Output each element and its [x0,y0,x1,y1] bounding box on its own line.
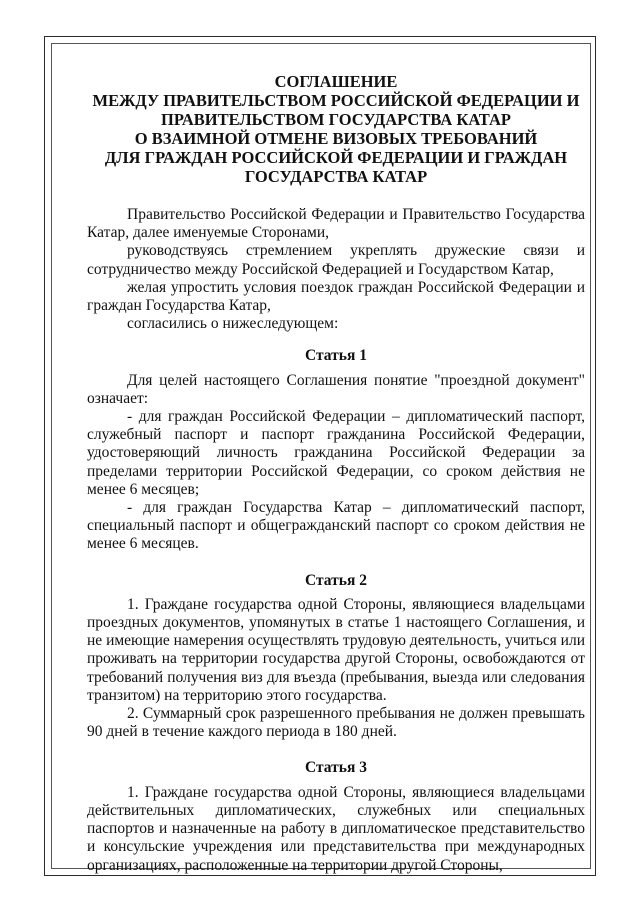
document-body [87,72,585,875]
article-3-paragraph: 1. Граждане государства одной Стороны, являющиеся владельцами действительных дипломатических, служебных или специальных паспортов и назначенные на работу в дипломатическое представительство и консульские учреждения или представительства при международных организациях, расположенные на территории другой Стороны, [87,783,585,874]
preamble-paragraph: Правительство Российской Федерации и Правительство Государства Катар, далее именуемые Сторонами, [87,206,585,242]
preamble [87,206,585,333]
title-line: ПРАВИТЕЛЬСТВОМ ГОСУДАРСТВА КАТАР [161,110,511,129]
title-line: ДЛЯ ГРАЖДАН РОССИЙСКОЙ ФЕДЕРАЦИИ И ГРАЖДАН [104,148,568,167]
title-line: МЕЖДУ ПРАВИТЕЛЬСТВОМ РОССИЙСКОЙ ФЕДЕРАЦИИ И [92,91,580,110]
title-line: ГОСУДАРСТВА КАТАР [244,167,428,186]
preamble-paragraph: руководствуясь стремлением укреплять дружеские связи и сотрудничество между Российской Федерацией и Государством Катар, [87,242,585,278]
article-2-heading: Статья 2 [305,571,367,589]
article-2-paragraph: 2. Суммарный срок разрешенного пребывания не должен превышать 90 дней в течение каждого периода в 180 дней. [87,705,585,741]
document-title [87,72,585,186]
article-1-heading: Статья 1 [305,347,367,365]
article-2-paragraph: 1. Граждане государства одной Стороны, являющиеся владельцами проездных документов, упомянутых в статье 1 настоящего Соглашения, и не имеющие намерения осуществлять трудовую деятельность, учиться или проживать на территории государства другой Стороны, освобождаются от требований получения виз для въезда (пребывания, выезда или следования транзитом) на территорию этого государства. [87,595,585,704]
article-1-paragraph: - для граждан Государства Катар – дипломатический паспорт, специальный паспорт и общегражданский паспорт со сроком действия не менее 6 месяцев. [87,499,585,553]
preamble-paragraph: желая упростить условия поездок граждан Российской Федерации и граждан Государства Катар, [87,278,585,315]
article-3-heading: Статья 3 [305,759,367,777]
title-line: СОГЛАШЕНИЕ [274,72,398,91]
article-1-paragraph: - для граждан Российской Федерации – дипломатический паспорт, служебный паспорт и паспорт гражданина Российской Федерации, удостоверяющий личность гражданина Российской Федерации за пределами территории Российской Федерации, со сроком действия не менее 6 месяцев; [87,408,585,498]
article-1-paragraph: Для целей настоящего Соглашения понятие "проездной документ" означает: [87,371,585,407]
title-line: О ВЗАИМНОЙ ОТМЕНЕ ВИЗОВЫХ ТРЕБОВАНИЙ [134,129,538,148]
preamble-paragraph: согласились о нижеследующем: [127,315,339,333]
